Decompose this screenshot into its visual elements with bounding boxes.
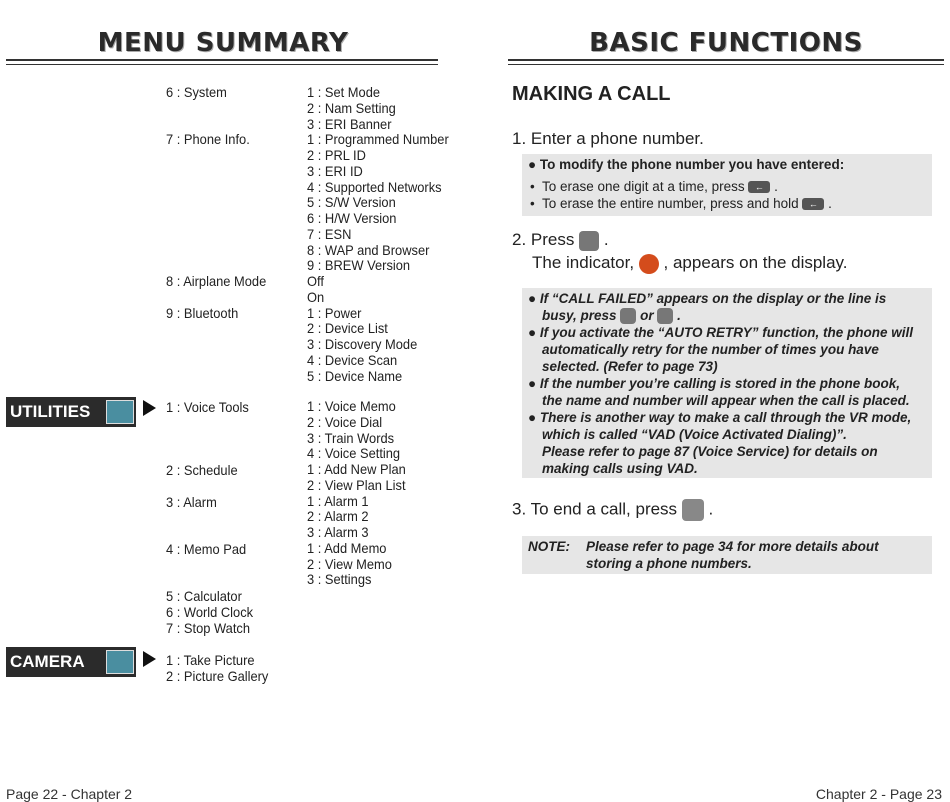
submenu-item: 2 : Alarm 2 xyxy=(307,508,369,525)
submenu-item: 1 : Voice Memo xyxy=(307,398,396,414)
submenu-item: 7 : ESN xyxy=(307,225,352,242)
menu-item: 4 : Memo Pad xyxy=(166,540,247,557)
step-2-indicator: The indicator, , appears on the display. xyxy=(532,253,848,272)
submenu-item: 3 : Train Words xyxy=(307,429,395,446)
note-line: ● If “CALL FAILED” appears on the display or the line is xyxy=(528,291,887,306)
submenu-item: 1 : Add New Plan xyxy=(307,461,406,477)
send-key-icon xyxy=(579,231,599,251)
left-header-rule-thin xyxy=(6,64,438,65)
menu-item: 2 : Picture Gallery xyxy=(166,667,269,684)
camera-arrow-icon xyxy=(143,651,156,667)
note-line: busy, press or . xyxy=(542,308,681,323)
menu-item: 5 : Calculator xyxy=(166,588,242,604)
submenu-item: 3 : Discovery Mode xyxy=(307,336,418,352)
note-line: the name and number will appear when the call is placed. xyxy=(542,393,910,408)
submenu-item: On xyxy=(307,288,325,305)
call-indicator-icon xyxy=(639,254,659,274)
menu-item: 2 : Schedule xyxy=(166,462,238,478)
submenu-item: 9 : BREW Version xyxy=(307,257,411,274)
note-line: automatically retry for the number of times you have xyxy=(542,342,879,357)
camera-icon xyxy=(106,650,134,674)
camera-label-text: CAMERA xyxy=(10,652,85,671)
submenu-item: 6 : H/W Version xyxy=(307,210,397,226)
submenu-item: 2 : Voice Dial xyxy=(307,413,383,430)
note-line: making calls using VAD. xyxy=(542,461,698,476)
menu-item: 1 : Voice Tools xyxy=(166,399,249,415)
submenu-column-a xyxy=(307,85,461,384)
box1-title: ● To modify the phone number you have entered: xyxy=(528,157,845,172)
note-line: ● If you activate the “AUTO RETRY” function, the phone will xyxy=(528,325,913,340)
section-title: MAKING A CALL xyxy=(512,83,671,105)
submenu-item: 2 : Device List xyxy=(307,320,388,337)
left-page-footer: Page 22 - Chapter 2 xyxy=(6,786,133,802)
menu-item: 6 : World Clock xyxy=(166,603,254,620)
submenu-item: 4 : Supported Networks xyxy=(307,178,442,195)
note-text-line-2: storing a phone numbers. xyxy=(586,556,752,571)
end-key-icon xyxy=(620,308,636,324)
submenu-item: 1 : Set Mode xyxy=(307,84,381,100)
submenu-item: 3 : ERI ID xyxy=(307,162,363,179)
menu-item: 7 : Phone Info. xyxy=(166,131,250,148)
submenu-column-b xyxy=(307,399,414,588)
utilities-label xyxy=(6,397,136,427)
submenu-item: 1 : Programmed Number xyxy=(307,131,449,148)
utilities-label-text: UTILITIES xyxy=(10,402,91,421)
clear-key-icon: ← xyxy=(748,181,770,193)
menu-item: 1 : Take Picture xyxy=(166,652,255,668)
utilities-icon xyxy=(106,400,134,424)
menu-item: 7 : Stop Watch xyxy=(166,619,251,636)
menu-item: 3 : Alarm xyxy=(166,493,217,510)
submenu-item: 2 : Nam Setting xyxy=(307,99,396,116)
right-page-footer: Chapter 2 - Page 23 xyxy=(815,786,942,802)
note-line: Please refer to page 87 (Voice Service) for details on xyxy=(542,444,878,459)
left-header-rule xyxy=(6,59,438,61)
right-header-rule xyxy=(508,59,944,61)
submenu-item: 3 : Alarm 3 xyxy=(307,524,369,540)
end-key-icon xyxy=(682,499,704,521)
note-line: ● There is another way to make a call through the VR mode, xyxy=(528,410,912,425)
note-line: which is called “VAD (Voice Activated Dialing)”. xyxy=(542,427,847,442)
note-line: ● If the number you’re calling is stored in the phone book, xyxy=(528,376,900,391)
note-box xyxy=(522,536,932,574)
right-page-header: BASIC FUNCTIONS xyxy=(589,28,863,58)
camera-label xyxy=(6,647,136,677)
submenu-item: 2 : View Plan List xyxy=(307,476,406,493)
utilities-arrow-icon xyxy=(143,400,156,416)
left-page-header: MENU SUMMARY xyxy=(97,28,349,58)
submenu-item: 5 : S/W Version xyxy=(307,194,396,211)
submenu-item: 4 : Voice Setting xyxy=(307,445,401,462)
submenu-item: 5 : Device Name xyxy=(307,367,403,384)
note-line: selected. (Refer to page 73) xyxy=(542,359,718,374)
send-key-icon xyxy=(657,308,673,324)
submenu-item: 1 : Power xyxy=(307,304,362,321)
note-text-line-1: Please refer to page 34 for more details about xyxy=(586,539,879,554)
box1-item-2: • To erase the entire number, press and hold ← . xyxy=(530,196,832,211)
step-2: 2. Press . xyxy=(512,230,609,249)
step-1: 1. Enter a phone number. xyxy=(512,129,704,148)
submenu-item: Off xyxy=(307,273,324,289)
note-label: NOTE: xyxy=(528,539,570,554)
submenu-item: 4 : Device Scan xyxy=(307,351,398,368)
box1-item-1: • To erase one digit at a time, press ← . xyxy=(530,179,778,194)
submenu-item: 3 : Settings xyxy=(307,571,372,588)
camera-menu-column xyxy=(166,653,277,685)
menu-item: 6 : System xyxy=(166,84,227,100)
submenu-item: 1 : Add Memo xyxy=(307,539,387,556)
submenu-item: 2 : View Memo xyxy=(307,555,392,572)
menu-item: 8 : Airplane Mode xyxy=(166,273,267,289)
submenu-item: 1 : Alarm 1 xyxy=(307,492,369,509)
step-3: 3. To end a call, press . xyxy=(512,499,713,521)
submenu-item: 2 : PRL ID xyxy=(307,147,366,163)
utilities-menu-column xyxy=(166,400,261,636)
menu-item: 9 : Bluetooth xyxy=(166,304,239,321)
right-header-rule-thin xyxy=(508,64,944,65)
modify-number-box xyxy=(522,154,932,216)
clear-key-icon: ← xyxy=(802,198,824,210)
call-notes-box xyxy=(522,288,932,478)
submenu-item: 8 : WAP and Browser xyxy=(307,241,430,258)
menu-items-column xyxy=(166,85,275,321)
submenu-item: 3 : ERI Banner xyxy=(307,115,392,132)
